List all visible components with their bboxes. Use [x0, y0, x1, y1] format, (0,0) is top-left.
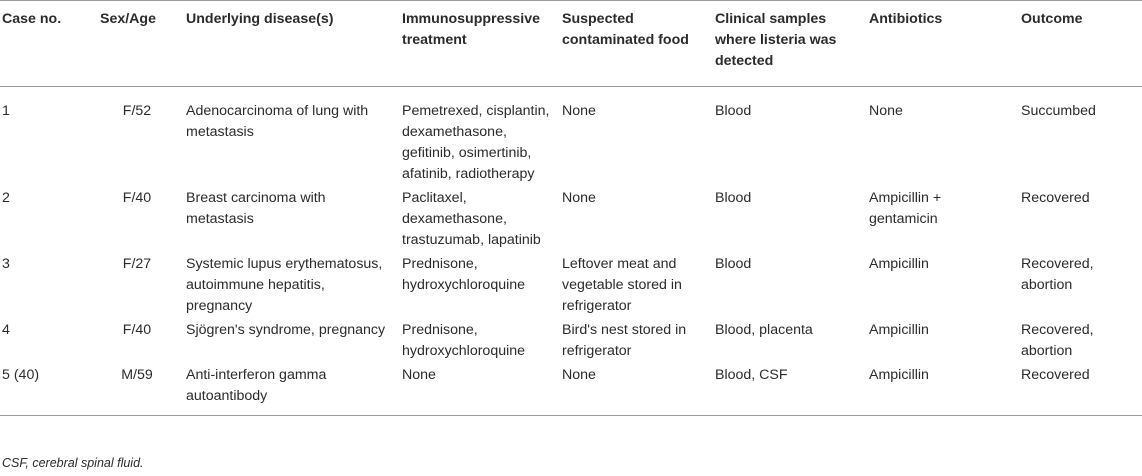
header-outcome: Outcome — [1015, 1, 1142, 87]
table-row — [0, 188, 1142, 254]
header-clinical-samples: Clinical samples where listeria was detected — [709, 1, 863, 87]
cell-case-no: 3 — [2, 256, 10, 272]
cell-case-no: 1 — [2, 103, 10, 119]
header-sex-age: Sex/Age — [94, 1, 180, 87]
table-row — [0, 87, 1142, 189]
table-row — [0, 365, 1142, 416]
cell-disease: Adenocarcinoma of lung with metastasis — [186, 103, 369, 140]
cell-disease: Sjögren's syndrome, pregnancy — [186, 322, 386, 338]
header-underlying-disease: Underlying disease(s) — [180, 1, 396, 87]
cell-antibiotics: Ampicillin — [869, 322, 929, 338]
cell-food: Bird's nest stored in refrigerator — [562, 322, 687, 359]
cell-treatment: Prednisone, hydroxychloroquine — [402, 322, 526, 359]
cell-food: None — [562, 190, 596, 206]
cell-food: None — [556, 365, 709, 416]
cell-sex-age: F/40 — [122, 190, 152, 206]
cell-outcome: Recovered, abortion — [1021, 322, 1094, 359]
cell-sex-age: F/52 — [122, 103, 152, 119]
cell-samples: Blood — [715, 256, 752, 272]
cell-treatment: Paclitaxel, dexamethasone, trastuzumab, lapatinib — [402, 190, 541, 248]
cell-antibiotics: Ampicillin + gentamicin — [869, 190, 942, 227]
header-suspected-food: Suspected contaminated food — [556, 1, 709, 87]
cell-case-no: 2 — [2, 190, 10, 206]
cell-samples: Blood — [715, 190, 752, 206]
cell-outcome: Succumbed — [1021, 103, 1096, 119]
table-footnote: CSF, cerebral spinal fluid. — [2, 456, 144, 470]
cell-treatment: Pemetrexed, cisplantin, dexamethasone, gefitinib, osimertinib, afatinib, radiotherapy — [402, 103, 550, 182]
table-row — [0, 320, 1142, 365]
cell-case-no: 5 (40) — [0, 365, 94, 416]
header-row — [0, 1, 1142, 87]
cell-treatment: Prednisone, hydroxychloroquine — [402, 256, 526, 293]
table-row — [0, 254, 1142, 320]
header-case-no: Case no. — [0, 1, 94, 87]
cell-antibiotics: Ampicillin — [863, 365, 1015, 416]
cell-treatment: None — [396, 365, 556, 416]
cell-outcome: Recovered, abortion — [1021, 256, 1094, 293]
cell-antibiotics: None — [869, 103, 903, 119]
cell-case-no: 4 — [2, 322, 10, 338]
cell-samples: Blood, CSF — [709, 365, 863, 416]
cell-samples: Blood — [715, 103, 752, 119]
cell-food: Leftover meat and vegetable stored in refrigerator — [562, 256, 682, 314]
cell-disease: Anti-interferon gamma autoantibody — [180, 365, 396, 416]
header-immunosuppressive-treatment: Immunosuppressive treatment — [396, 1, 556, 87]
cell-food: None — [562, 103, 596, 119]
header-antibiotics: Antibiotics — [863, 1, 1015, 87]
cell-outcome: Recovered — [1021, 190, 1090, 206]
cell-sex-age: F/40 — [122, 322, 152, 338]
cell-antibiotics: Ampicillin — [869, 256, 929, 272]
cell-disease: Breast carcinoma with metastasis — [186, 190, 326, 227]
cell-samples: Blood, placenta — [715, 322, 813, 338]
cell-outcome: Recovered — [1015, 365, 1142, 416]
cell-sex-age: F/27 — [122, 256, 152, 272]
cell-sex-age: M/59 — [94, 365, 180, 416]
cell-disease: Systemic lupus erythematosus, autoimmune hepatitis, pregnancy — [186, 256, 383, 314]
